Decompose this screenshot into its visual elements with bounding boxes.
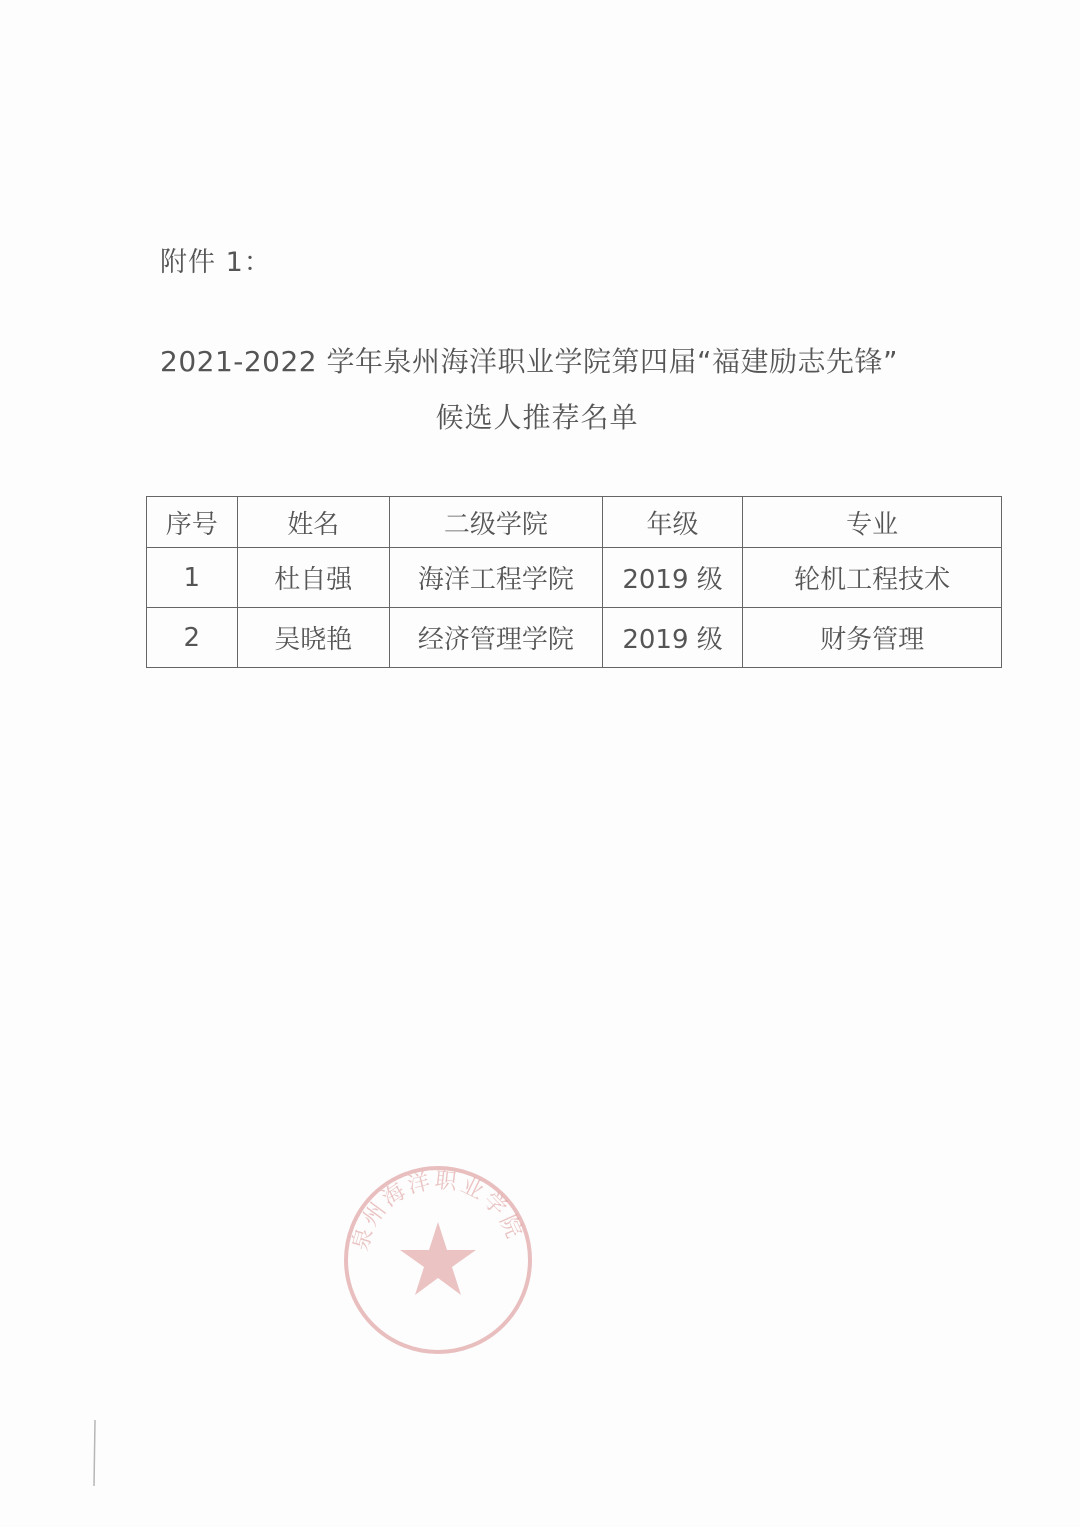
attachment-label: 附件 1： xyxy=(160,247,272,278)
header-major: 专业 xyxy=(743,497,1002,548)
table-row xyxy=(147,548,1002,608)
header-grade: 年级 xyxy=(602,497,743,548)
cell-index: 1 xyxy=(147,548,238,608)
cell-college: 海洋工程学院 xyxy=(389,548,602,608)
table-row xyxy=(147,608,1002,668)
seal-star-icon xyxy=(400,1222,476,1295)
header-index: 序号 xyxy=(147,497,238,548)
cell-name: 杜自强 xyxy=(237,548,389,608)
svg-text:泉州海洋职业学院: 泉州海洋职业学院 xyxy=(348,1168,528,1254)
cell-index: 2 xyxy=(147,608,238,668)
table-header-row xyxy=(147,497,1002,548)
scan-mark xyxy=(92,1418,98,1488)
document-subtitle: 候选人推荐名单 xyxy=(435,401,639,434)
header-college: 二级学院 xyxy=(389,497,602,548)
cell-major: 财务管理 xyxy=(743,608,1002,668)
cell-grade: 2019 级 xyxy=(602,548,743,608)
cell-grade: 2019 级 xyxy=(602,608,743,668)
header-name: 姓名 xyxy=(237,497,389,548)
candidate-table xyxy=(146,496,1002,668)
cell-college: 经济管理学院 xyxy=(389,608,602,668)
cell-major: 轮机工程技术 xyxy=(743,548,1002,608)
document-title: 2021-2022 学年泉州海洋职业学院第四届“福建励志先锋” xyxy=(160,345,899,378)
official-seal xyxy=(338,1160,538,1360)
cell-name: 吴晓艳 xyxy=(237,608,389,668)
